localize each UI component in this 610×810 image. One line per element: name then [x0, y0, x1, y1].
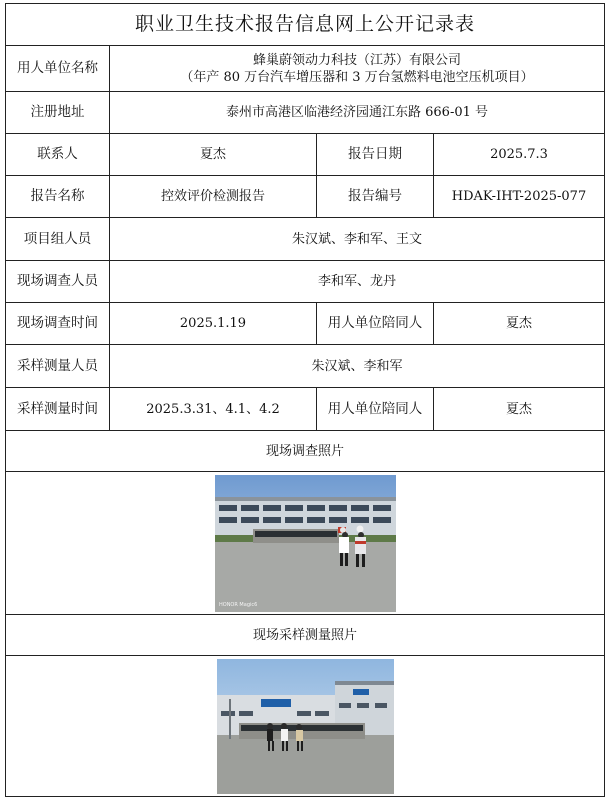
survey-photo-title: 现场调查照片 — [6, 431, 605, 472]
sampling-staff-label: 采样测量人员 — [6, 345, 110, 388]
survey-time-value: 2025.1.19 — [110, 303, 317, 345]
report-date-value: 2025.7.3 — [434, 134, 605, 176]
contact-value: 夏杰 — [110, 134, 317, 176]
sampling-photo-title: 现场采样测量照片 — [6, 615, 605, 656]
report-number-value: HDAK-IHT-2025-077 — [434, 176, 605, 218]
survey-photo — [215, 475, 396, 612]
sampling-escort-value: 夏杰 — [434, 388, 605, 431]
report-name-label: 报告名称 — [6, 176, 110, 218]
survey-time-label: 现场调查时间 — [6, 303, 110, 345]
report-number-label: 报告编号 — [317, 176, 434, 218]
survey-escort-value: 夏杰 — [434, 303, 605, 345]
address-label: 注册地址 — [6, 92, 110, 134]
sampling-photo-cell — [6, 656, 605, 797]
employer-project: （年产 80 万台汽车增压器和 3 万台氢燃料电池空压机项目） — [180, 69, 534, 85]
team-value: 朱汉斌、李和军、王文 — [110, 218, 605, 261]
sampling-escort-label: 用人单位陪同人 — [317, 388, 434, 431]
address-value: 泰州市高港区临港经济园通江东路 666-01 号 — [110, 92, 605, 134]
employer-name: 蜂巢蔚领动力科技（江苏）有限公司 — [253, 52, 462, 68]
survey-escort-label: 用人单位陪同人 — [317, 303, 434, 345]
sampling-staff-value: 朱汉斌、李和军 — [110, 345, 605, 388]
survey-staff-label: 现场调查人员 — [6, 261, 110, 303]
record-table — [5, 3, 605, 797]
contact-label: 联系人 — [6, 134, 110, 176]
report-date-label: 报告日期 — [317, 134, 434, 176]
employer-label: 用人单位名称 — [6, 46, 110, 92]
sampling-time-label: 采样测量时间 — [6, 388, 110, 431]
sampling-time-value: 2025.3.31、4.1、4.2 — [110, 388, 317, 431]
sampling-photo — [217, 659, 394, 794]
page-title: 职业卫生技术报告信息网上公开记录表 — [6, 4, 605, 46]
photo-watermark: HONOR Magic6 — [218, 601, 257, 608]
team-label: 项目组人员 — [6, 218, 110, 261]
survey-staff-value: 李和军、龙丹 — [110, 261, 605, 303]
survey-photo-cell — [6, 472, 605, 615]
employer-value — [110, 46, 605, 92]
report-name-value: 控效评价检测报告 — [110, 176, 317, 218]
